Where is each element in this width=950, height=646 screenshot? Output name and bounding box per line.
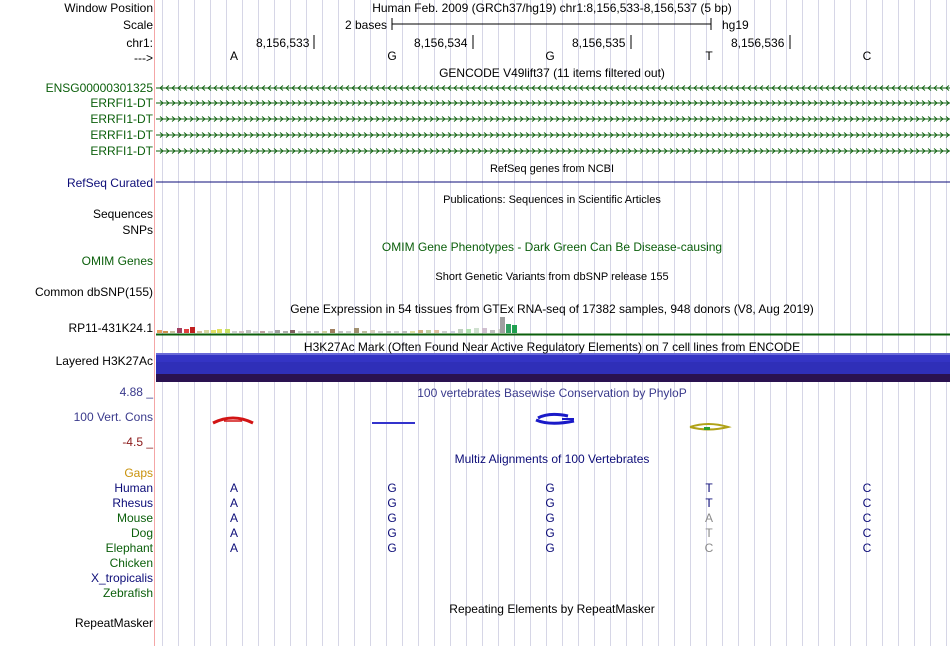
ruler-tick-label: 8,156,534	[414, 36, 468, 50]
reference-base: G	[387, 49, 397, 63]
multiz-aligned-base: G	[387, 541, 397, 555]
multiz-aligned-base: C	[862, 511, 872, 525]
refseq-track-title[interactable]: RefSeq genes from NCBI	[489, 163, 615, 175]
multiz-aligned-base: A	[229, 511, 239, 525]
gtex-tissue-bar[interactable]	[232, 331, 237, 333]
publications-track-title[interactable]: Publications: Sequences in Scientific Articles	[443, 194, 661, 206]
multiz-aligned-base: T	[705, 481, 713, 495]
gtex-tissue-bar[interactable]	[450, 331, 455, 333]
gtex-tissue-bar[interactable]	[474, 328, 479, 333]
multiz-aligned-base: G	[545, 511, 555, 525]
multiz-aligned-base: G	[545, 481, 555, 495]
gtex-tissue-bar[interactable]	[253, 331, 258, 333]
gtex-tissue-bar[interactable]	[500, 317, 505, 333]
window-position-label: Window Position	[64, 1, 153, 15]
gtex-tissue-bar[interactable]	[370, 330, 375, 333]
gencode-track-title[interactable]: GENCODE V49lift37 (11 items filtered out)	[439, 66, 665, 80]
gtex-tissue-bar[interactable]	[239, 331, 244, 333]
omim-track-label[interactable]: OMIM Genes	[81, 254, 153, 268]
gencode-gene-label[interactable]: ENSG00000301325	[45, 81, 153, 95]
h3k27ac-band[interactable]	[156, 353, 950, 382]
multiz-aligned-base: G	[545, 526, 555, 540]
gtex-tissue-bar[interactable]	[225, 329, 230, 333]
repeatmasker-track-label[interactable]: RepeatMasker	[74, 616, 153, 630]
gencode-gene-strands[interactable]	[156, 86, 950, 154]
multiz-aligned-base: A	[704, 511, 714, 525]
omim-track-title[interactable]: OMIM Gene Phenotypes - Dark Green Can Be Disease-causing	[381, 240, 723, 254]
gencode-gene-label[interactable]: ERRFI1-DT	[90, 144, 153, 158]
gtex-tissue-bar[interactable]	[410, 331, 415, 333]
multiz-aligned-base: T	[705, 496, 713, 510]
multiz-aligned-base: T	[705, 526, 713, 540]
gtex-tissue-bar[interactable]	[290, 330, 295, 333]
gencode-gene-label[interactable]: ERRFI1-DT	[90, 128, 153, 142]
gtex-tissue-bar[interactable]	[506, 324, 511, 333]
gtex-tissue-bar[interactable]	[402, 331, 407, 333]
gtex-tissue-bar[interactable]	[204, 330, 209, 333]
gtex-tissue-bar[interactable]	[330, 329, 335, 333]
multiz-species-label[interactable]: Elephant	[105, 541, 153, 555]
gtex-tissue-bar[interactable]	[260, 331, 265, 333]
gtex-tissue-bar[interactable]	[362, 331, 367, 333]
conservation-track-label[interactable]: 100 Vert. Cons	[73, 410, 153, 424]
gencode-gene-label[interactable]: ERRFI1-DT	[90, 112, 153, 126]
gtex-tissue-bar[interactable]	[354, 328, 359, 333]
gtex-tissue-bar[interactable]	[434, 330, 439, 333]
window-position-text[interactable]: Human Feb. 2009 (GRCh37/hg19) chr1:8,156,533-8,156,537 (5 bp)	[372, 1, 732, 15]
gtex-tissue-bar[interactable]	[157, 330, 162, 333]
gtex-tissue-bar[interactable]	[177, 328, 182, 333]
multiz-aligned-base: A	[229, 496, 239, 510]
gtex-tissue-bar[interactable]	[386, 331, 391, 333]
conservation-logo[interactable]	[213, 414, 728, 430]
multiz-aligned-base: C	[862, 481, 872, 495]
ruler-tick-label: 8,156,533	[256, 36, 310, 50]
multiz-aligned-base: C	[862, 526, 872, 540]
gtex-tissue-bar[interactable]	[217, 329, 222, 333]
gtex-expression-bars[interactable]	[157, 317, 517, 333]
gtex-tissue-bar[interactable]	[418, 330, 423, 333]
reference-base: C	[862, 49, 872, 63]
multiz-species-label[interactable]: Zebrafish	[102, 586, 153, 600]
multiz-track-title[interactable]: Multiz Alignments of 100 Vertebrates	[454, 452, 650, 466]
reference-base: A	[229, 49, 239, 63]
gtex-tissue-bar[interactable]	[512, 325, 517, 333]
multiz-aligned-base: C	[862, 496, 872, 510]
scale-bar	[392, 18, 711, 30]
conservation-max-label: 4.88 _	[119, 385, 153, 399]
multiz-aligned-base: A	[229, 541, 239, 555]
ruler-chrom-label: chr1:	[126, 36, 153, 50]
gtex-tissue-bar[interactable]	[322, 331, 327, 333]
snps-track-label[interactable]: SNPs	[122, 223, 153, 237]
gtex-track-title[interactable]: Gene Expression in 54 tissues from GTEx RNA-seq of 17382 samples, 948 donors (V8, Aug 2019)	[290, 302, 814, 316]
gtex-tissue-bar[interactable]	[378, 331, 383, 333]
conservation-track-title[interactable]: 100 vertebrates Basewise Conservation by PhyloP	[417, 386, 687, 400]
refseq-track-label[interactable]: RefSeq Curated	[66, 176, 153, 190]
gtex-tissue-bar[interactable]	[246, 330, 251, 333]
scale-label: Scale	[122, 18, 153, 32]
scale-assembly-text: hg19	[722, 18, 749, 32]
gtex-tissue-bar[interactable]	[394, 331, 399, 333]
gtex-tissue-bar[interactable]	[458, 329, 463, 333]
h3k27ac-track-label[interactable]: Layered H3K27Ac	[55, 354, 153, 368]
gtex-tissue-bar[interactable]	[283, 331, 288, 333]
h3k27ac-track-title[interactable]: H3K27Ac Mark (Often Found Near Active Regulatory Elements) on 7 cell lines from ENCODE	[303, 340, 801, 354]
multiz-aligned-base: A	[229, 481, 239, 495]
gtex-tissue-bar[interactable]	[275, 330, 280, 333]
reference-base: G	[545, 49, 555, 63]
gtex-tissue-bar[interactable]	[170, 331, 175, 333]
multiz-aligned-base: G	[387, 526, 397, 540]
ruler-tick-label: 8,156,535	[572, 36, 626, 50]
multiz-aligned-base: C	[704, 541, 714, 555]
multiz-aligned-base: C	[862, 541, 872, 555]
gtex-tissue-bar[interactable]	[338, 331, 343, 333]
gtex-tissue-bar[interactable]	[346, 331, 351, 333]
gtex-tissue-bar[interactable]	[314, 331, 319, 333]
gtex-tissue-bar[interactable]	[298, 331, 303, 333]
multiz-species-label[interactable]: Mouse	[116, 511, 153, 525]
multiz-gaps-label[interactable]: Gaps	[124, 466, 153, 480]
dbsnp-track-label[interactable]: Common dbSNP(155)	[34, 285, 153, 299]
gtex-tissue-bar[interactable]	[211, 330, 216, 333]
repeatmasker-track-title[interactable]: Repeating Elements by RepeatMasker	[449, 602, 655, 616]
multiz-aligned-base: G	[387, 496, 397, 510]
reference-base: T	[705, 49, 713, 63]
gtex-tissue-bar[interactable]	[426, 330, 431, 333]
gtex-gene-label[interactable]: RP11-431K24.1	[68, 321, 153, 335]
scale-bases-text: 2 bases	[345, 18, 388, 32]
gtex-tissue-bar[interactable]	[482, 328, 487, 333]
ruler-tick-label: 8,156,536	[731, 36, 785, 50]
ruler-ticks	[314, 35, 790, 49]
gtex-tissue-bar[interactable]	[197, 331, 202, 333]
multiz-species-label[interactable]: Rhesus	[112, 496, 153, 510]
sequences-track-label[interactable]: Sequences	[92, 207, 153, 221]
gtex-tissue-bar[interactable]	[306, 331, 311, 333]
conservation-min-label: -4.5 _	[122, 435, 153, 449]
multiz-species-label[interactable]: Human	[114, 481, 153, 495]
gtex-tissue-bar[interactable]	[190, 327, 195, 333]
strand-label: --->	[134, 51, 153, 65]
multiz-aligned-base: G	[545, 541, 555, 555]
gtex-tissue-bar[interactable]	[466, 329, 471, 333]
dbsnp-track-title[interactable]: Short Genetic Variants from dbSNP release 155	[435, 271, 669, 283]
multiz-aligned-base: G	[387, 511, 397, 525]
multiz-aligned-base: G	[387, 481, 397, 495]
gencode-gene-label[interactable]: ERRFI1-DT	[90, 96, 153, 110]
gtex-tissue-bar[interactable]	[490, 330, 495, 333]
multiz-aligned-base: G	[545, 496, 555, 510]
gtex-tissue-bar[interactable]	[442, 331, 447, 333]
multiz-species-label[interactable]: Chicken	[109, 556, 153, 570]
gtex-tissue-bar[interactable]	[184, 329, 189, 333]
multiz-species-label[interactable]: Dog	[130, 526, 153, 540]
multiz-species-label[interactable]: X_tropicalis	[90, 571, 153, 585]
gtex-tissue-bar[interactable]	[268, 331, 273, 333]
gtex-tissue-bar[interactable]	[163, 331, 168, 333]
multiz-aligned-base: A	[229, 526, 239, 540]
